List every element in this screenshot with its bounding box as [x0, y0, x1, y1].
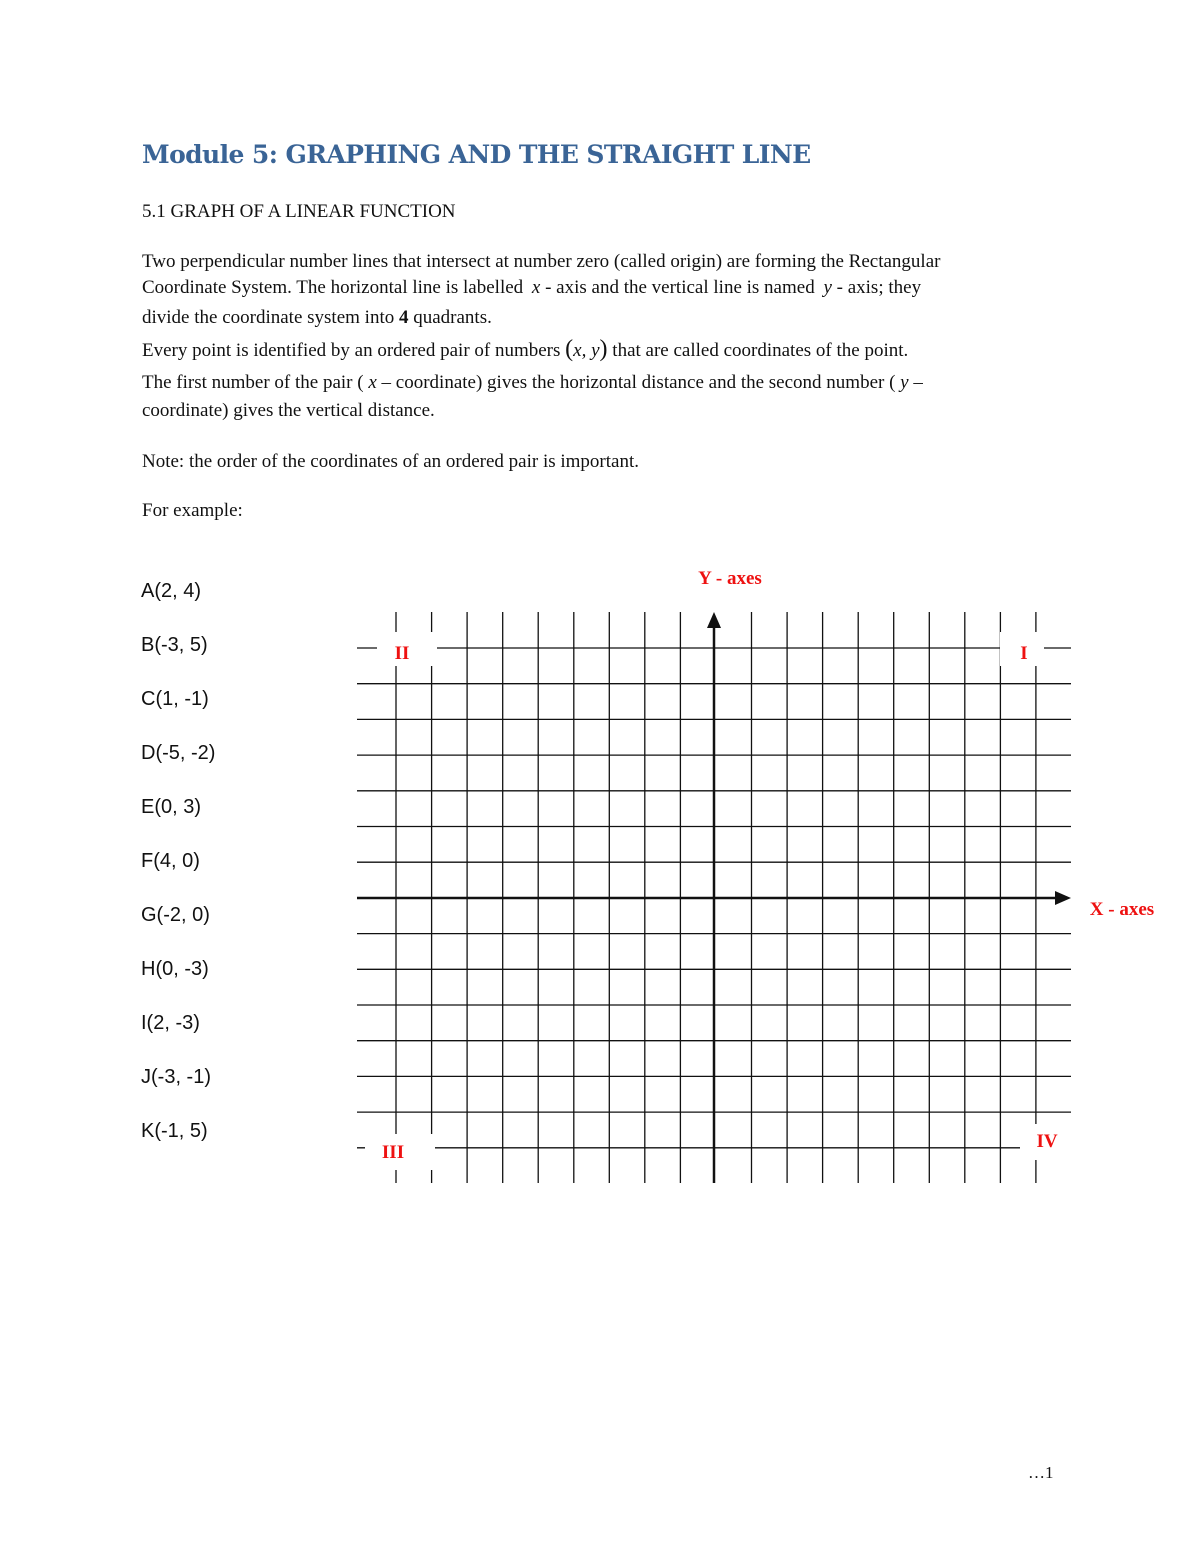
- point-label: F(4, 0): [141, 850, 200, 872]
- section-heading: 5.1 GRAPH OF A LINEAR FUNCTION: [142, 201, 456, 222]
- point-label: A(2, 4): [141, 580, 202, 602]
- x-axis-label: X - axes: [1089, 899, 1155, 920]
- page-number: …1: [1028, 1463, 1054, 1482]
- open-paren: (: [565, 336, 574, 362]
- paragraph-line-2-c: - axis; they: [836, 277, 922, 298]
- y-axis-label: Y - axes: [698, 568, 762, 589]
- note: Note: the order of the coordinates of an ordered pair is important.: [142, 451, 639, 472]
- x-variable: x: [531, 277, 541, 298]
- paragraph-line-1: Two perpendicular number lines that intersect at number zero (called origin) are forming the Rectangular: [142, 251, 941, 272]
- point-label: B(-3, 5): [141, 634, 208, 656]
- paragraph-line-5-c: –: [913, 372, 923, 393]
- point-label: H(0, -3): [141, 958, 209, 980]
- paragraph-line-6: coordinate) gives the vertical distance.: [142, 400, 435, 421]
- paragraph-line-4-b: that are called coordinates of the point.: [612, 340, 909, 361]
- quadrant-4-label: IV: [1036, 1131, 1058, 1152]
- axes: [357, 612, 1071, 1183]
- y-axis-arrow-icon: [707, 612, 721, 628]
- point-label: G(-2, 0): [141, 904, 210, 926]
- quadrant-2-label: II: [394, 643, 410, 664]
- paragraph-line-3-b: quadrants.: [413, 307, 492, 328]
- paragraph-line-2-a: Coordinate System. The horizontal line is labelled: [142, 277, 524, 298]
- paragraph-line-4-a: Every point is identified by an ordered pair of numbers: [142, 340, 561, 361]
- point-label: J(-3, -1): [141, 1066, 211, 1088]
- module-title: Module 5: GRAPHING AND THE STRAIGHT LINE: [142, 140, 811, 169]
- y-variable: y: [823, 277, 832, 298]
- y-coordinate-var: y: [900, 372, 909, 393]
- quadrant-1-label: I: [1020, 643, 1028, 664]
- paragraph-line-3-a: divide the coordinate system into: [142, 307, 395, 328]
- close-paren: ): [599, 336, 608, 362]
- point-label: E(0, 3): [141, 796, 202, 818]
- x-axis-arrow-icon: [1055, 891, 1071, 905]
- point-label: I(2, -3): [141, 1012, 200, 1034]
- example-intro: For example:: [142, 500, 243, 521]
- point-label: C(1, -1): [141, 688, 209, 710]
- ordered-pair: x, y: [573, 340, 600, 361]
- point-label: D(-5, -2): [141, 742, 216, 764]
- paragraph-line-5-b: – coordinate) gives the horizontal distance and the second number (: [381, 372, 896, 393]
- paragraph-line-2-b: - axis and the vertical line is named: [545, 277, 815, 298]
- paragraph-line-5-a: The first number of the pair (: [142, 372, 364, 393]
- point-label: K(-1, 5): [141, 1120, 208, 1142]
- quadrant-3-label: III: [381, 1142, 405, 1163]
- quadrant-count: 4: [398, 307, 409, 328]
- x-coordinate-var: x: [368, 372, 377, 393]
